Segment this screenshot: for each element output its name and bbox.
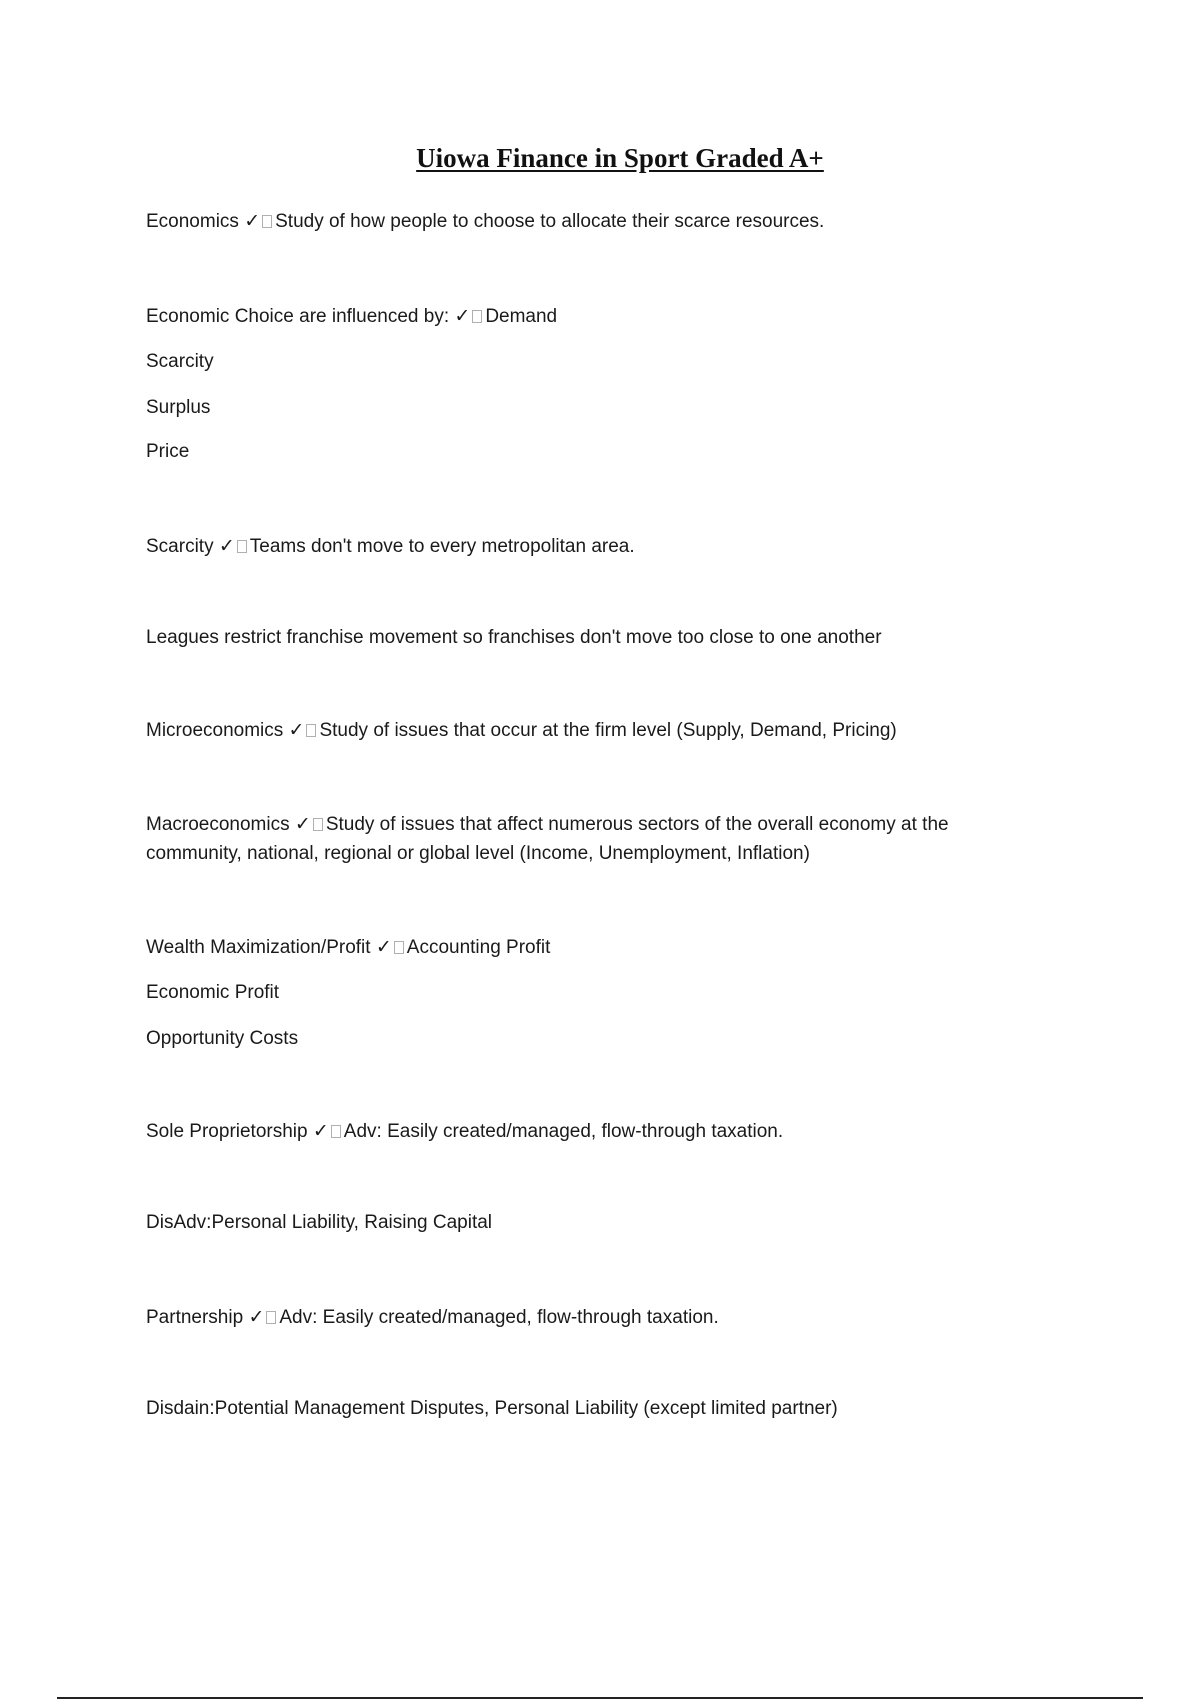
empty-box-icon [331,1125,341,1138]
term: Partnership [146,1307,244,1328]
entry-partnership [146,1303,1046,1332]
check-mark-icon: ✓ [375,936,392,958]
term: Economic Choice are influenced by: [146,306,450,327]
definition: Study of issues that affect numerous sectors of the overall economy at the community, national, regional or global level (Income, Unemployment, Inflation) [146,814,949,864]
page-title: Uiowa Finance in Sport Graded A+ [416,143,824,173]
list-item-price: Price [146,441,190,462]
entry-economics [146,207,1046,236]
empty-box-icon [313,818,323,831]
sole-proprietorship-disadvantages: DisAdv:Personal Liability, Raising Capital [146,1212,493,1233]
definition: Demand [485,306,558,327]
term: Wealth Maximization/Profit [146,937,371,958]
definition: Study of issues that occur at the firm level (Supply, Demand, Pricing) [319,720,897,741]
check-mark-icon: ✓ [218,535,235,557]
entry-sole-proprietorship [146,1117,1046,1146]
list-item-opportunity-costs: Opportunity Costs [146,1028,299,1049]
entry-economic-choice [146,302,1046,331]
list-item-economic-profit: Economic Profit [146,982,280,1003]
list-item-scarcity: Scarcity [146,351,214,372]
empty-box-icon [394,941,404,954]
entry-microeconomics [146,716,1046,745]
empty-box-icon [266,1311,276,1324]
definition: Accounting Profit [406,937,551,958]
entry-wealth-maximization [146,933,1046,962]
definition: Teams don't move to every metropolitan area. [249,536,635,557]
bottom-rule [57,1697,1143,1699]
empty-box-icon [237,540,247,553]
term: Economics [146,211,239,232]
empty-box-icon [262,215,272,228]
partnership-disadvantages: Disdain:Potential Management Disputes, Personal Liability (except limited partner) [146,1398,838,1419]
term: Scarcity [146,536,214,557]
entry-macroeconomics [146,810,1046,868]
definition: Study of how people to choose to allocate their scarce resources. [275,211,825,232]
definition: Adv: Easily created/managed, flow-through taxation. [279,1307,719,1328]
term: Macroeconomics [146,814,290,835]
check-mark-icon: ✓ [294,813,311,835]
check-mark-icon: ✓ [312,1120,329,1142]
term: Microeconomics [146,720,284,741]
check-mark-icon: ✓ [454,305,471,327]
entry-scarcity [146,532,1046,561]
list-item-surplus: Surplus [146,397,211,418]
leagues-note: Leagues restrict franchise movement so franchises don't move too close to one another [146,627,882,648]
check-mark-icon: ✓ [288,719,305,741]
empty-box-icon [306,724,316,737]
check-mark-icon: ✓ [248,1306,265,1328]
empty-box-icon [472,310,482,323]
check-mark-icon: ✓ [244,210,261,232]
definition: Adv: Easily created/managed, flow-through taxation. [343,1121,784,1142]
term: Sole Proprietorship [146,1121,308,1142]
